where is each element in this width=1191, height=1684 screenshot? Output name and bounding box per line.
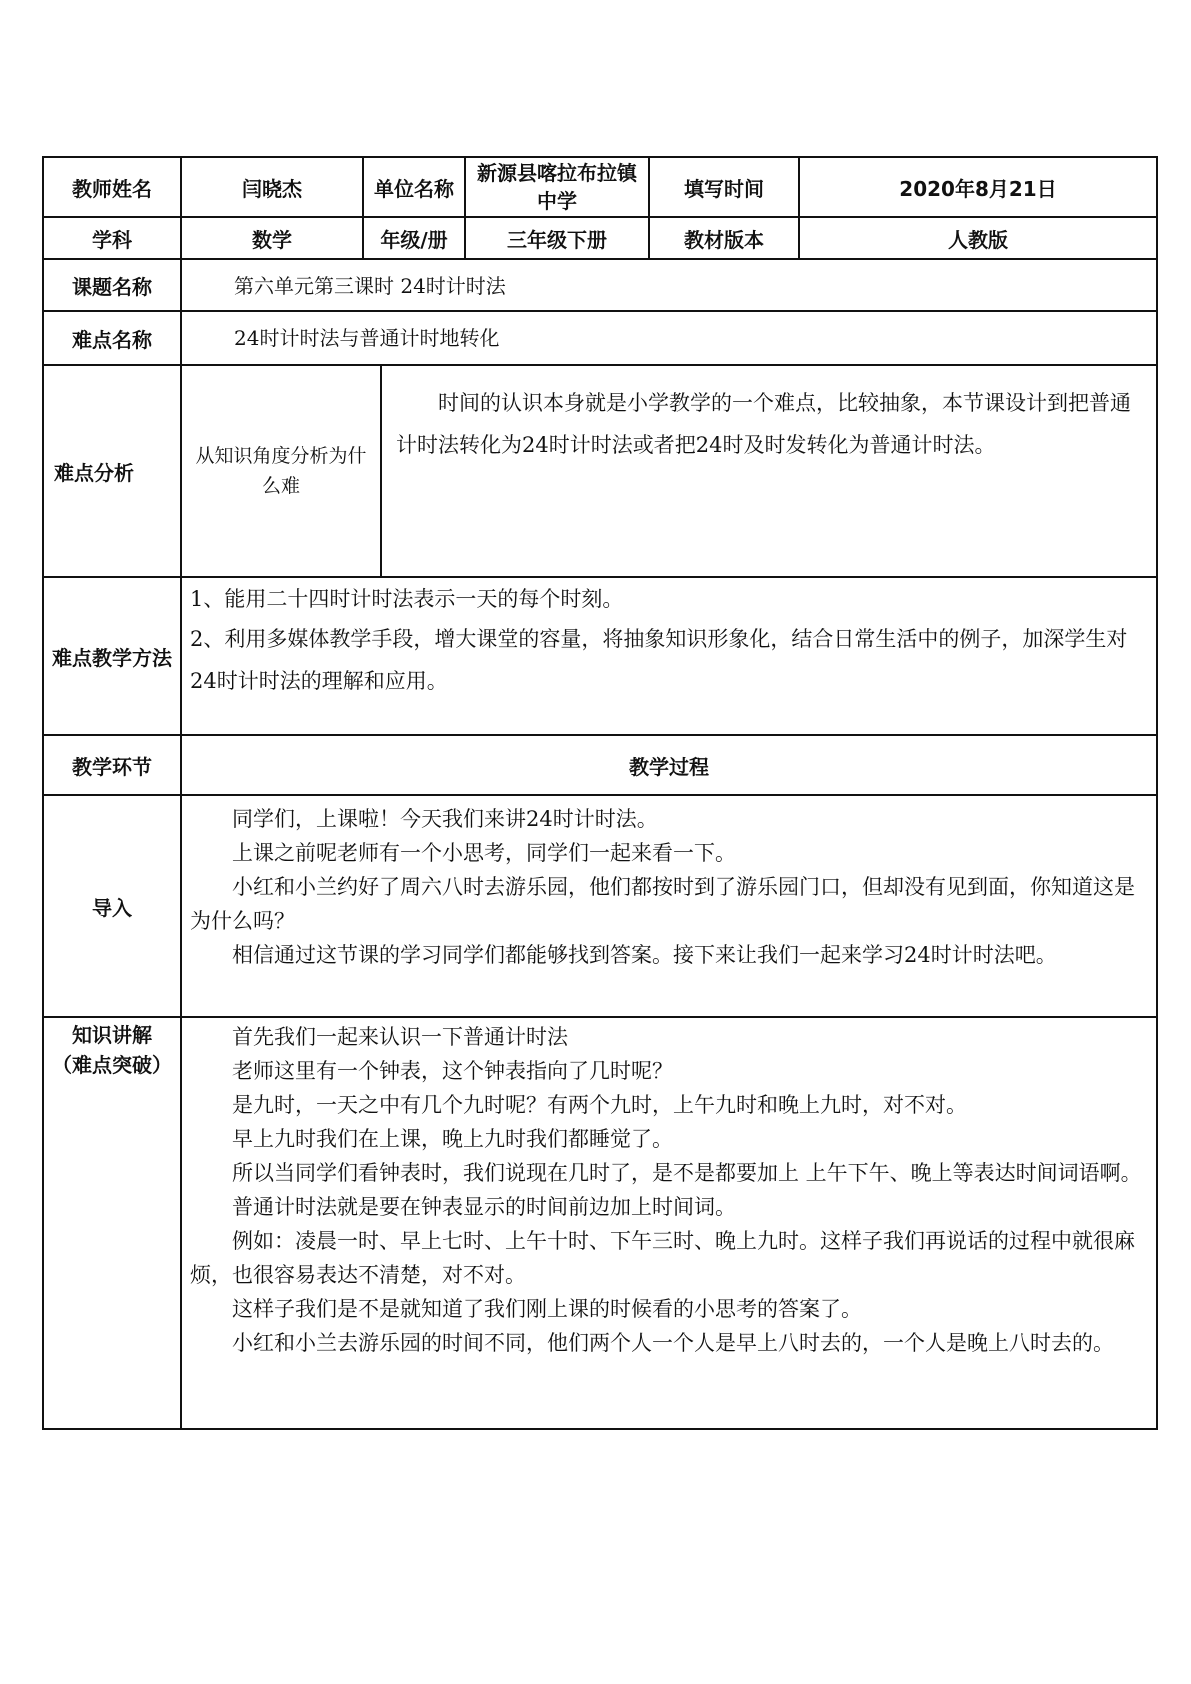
teacher-label: 教师姓名 (43, 157, 181, 217)
intro-paragraph: 同学们，上课啦！今天我们来讲24时计时法。 (232, 807, 658, 831)
method-line: 1、能用二十四时计时法表示一天的每个时刻。 (190, 587, 624, 611)
difficulty-label: 难点名称 (43, 311, 181, 365)
grade-label: 年级/册 (363, 217, 465, 259)
analysis-cell (181, 365, 1157, 577)
analysis-row (43, 365, 1157, 577)
subject-label: 学科 (43, 217, 181, 259)
intro-paragraph: 相信通过这节课的学习同学们都能够找到答案。接下来让我们一起来学习24时计时法吧。 (232, 943, 1057, 967)
edition-value: 人教版 (799, 217, 1157, 259)
knowledge-paragraph: 所以当同学们看钟表时，我们说现在几时了，是不是都要加上 上午下午、晚上等表达时间词语啊。 (232, 1161, 1142, 1185)
knowledge-paragraph: 是九时，一天之中有几个九时呢？有两个九时，上午九时和晚上九时，对不对。 (232, 1093, 967, 1117)
intro-paragraph: 小红和小兰约好了周六八时去游乐园，他们都按时到了游乐园门口，但却没有见到面，你知道这是为什么吗？ (190, 875, 1135, 933)
stage-header: 教学环节 (43, 735, 181, 795)
intro-label: 导入 (43, 795, 181, 1017)
method-cell (181, 577, 1157, 735)
knowledge-row (43, 1017, 1157, 1429)
knowledge-paragraph: 小红和小兰去游乐园的时间不同，他们两个人一个人是早上八时去的，一个人是晚上八时去的。 (232, 1331, 1114, 1355)
intro-cell (181, 795, 1157, 1017)
knowledge-label-line2: （难点突破） (52, 1053, 172, 1077)
header-row-1 (43, 157, 1157, 217)
difficulty-row (43, 311, 1157, 365)
topic-row (43, 259, 1157, 311)
analysis-text-block (382, 366, 1156, 576)
analysis-text: 时间的认识本身就是小学教学的一个难点，比较抽象，本节课设计到把普通计时法转化为24时计时法或者把24时及时发转化为普通计时法。 (396, 391, 1131, 457)
topic-label: 课题名称 (43, 259, 181, 311)
knowledge-cell (181, 1017, 1157, 1429)
teacher-value: 闫晓杰 (181, 157, 363, 217)
method-line: 2、利用多媒体教学手段，增大课堂的容量，将抽象知识形象化，结合日常生活中的例子，加深学生对24时计时法的理解和应用。 (190, 627, 1128, 693)
method-label: 难点教学方法 (43, 577, 181, 735)
unit-label: 单位名称 (363, 157, 465, 217)
edition-label: 教材版本 (649, 217, 799, 259)
knowledge-label (43, 1017, 181, 1429)
analysis-label: 难点分析 (43, 365, 181, 577)
knowledge-paragraph: 早上九时我们在上课，晚上九时我们都睡觉了。 (232, 1127, 673, 1151)
method-row (43, 577, 1157, 735)
lesson-plan-table (42, 156, 1158, 1430)
grade-value: 三年级下册 (465, 217, 649, 259)
knowledge-paragraph: 这样子我们是不是就知道了我们刚上课的时候看的小思考的答案了。 (232, 1297, 862, 1321)
process-header: 教学过程 (181, 735, 1157, 795)
difficulty-value: 24时计时法与普通计时地转化 (181, 311, 1157, 365)
knowledge-paragraph: 例如：凌晨一时、早上七时、上午十时、下午三时、晚上九时。这样子我们再说话的过程中就很麻烦，也很容易表达不清楚，对不对。 (190, 1229, 1135, 1287)
knowledge-paragraph: 首先我们一起来认识一下普通计时法 (232, 1025, 568, 1049)
analysis-sub-label: 从知识角度分析为什么难 (182, 366, 382, 576)
knowledge-paragraph: 老师这里有一个钟表，这个钟表指向了几时呢？ (232, 1059, 673, 1083)
subject-value: 数学 (181, 217, 363, 259)
header-row-2 (43, 217, 1157, 259)
intro-row (43, 795, 1157, 1017)
intro-paragraph: 上课之前呢老师有一个小思考，同学们一起来看一下。 (232, 841, 736, 865)
date-value: 2020年8月21日 (799, 157, 1157, 217)
date-label: 填写时间 (649, 157, 799, 217)
unit-value: 新源县喀拉布拉镇中学 (465, 157, 649, 217)
process-header-row (43, 735, 1157, 795)
knowledge-label-line1: 知识讲解 (72, 1023, 152, 1047)
topic-value: 第六单元第三课时 24时计时法 (181, 259, 1157, 311)
knowledge-paragraph: 普通计时法就是要在钟表显示的时间前边加上时间词。 (232, 1195, 736, 1219)
